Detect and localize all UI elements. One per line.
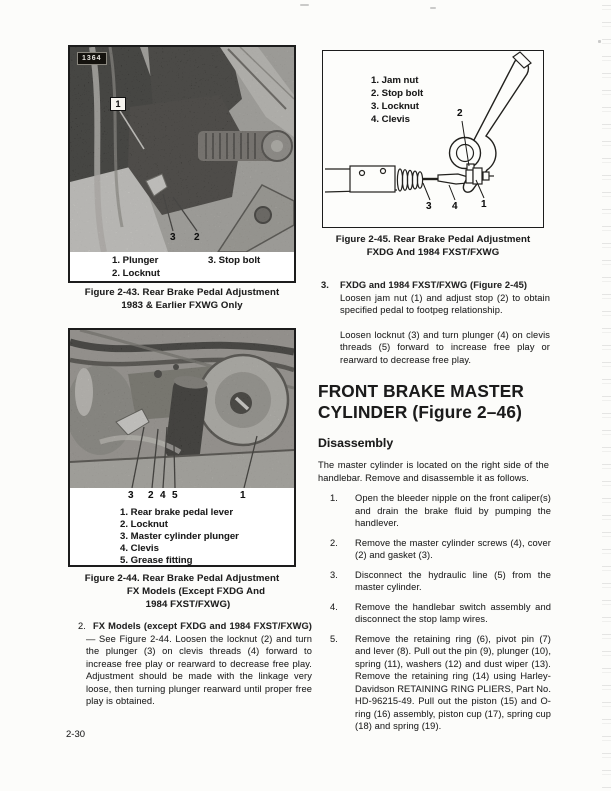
step-number: 1. bbox=[330, 493, 338, 503]
legend-item: 2. Locknut bbox=[120, 519, 168, 530]
step-5 bbox=[330, 633, 551, 733]
step-text: Disconnect the hydraulic line (5) from the master cylinder. bbox=[355, 569, 551, 592]
fig245-callout-2-label: 2 bbox=[457, 108, 463, 119]
scan-speck bbox=[598, 40, 601, 43]
figure-2-45 bbox=[322, 50, 544, 228]
figure-2-44-artwork bbox=[70, 330, 294, 488]
caption-line: 1984 FXST/FXWG) bbox=[145, 599, 231, 610]
figure-2-45-caption bbox=[318, 233, 548, 259]
fig244-callout-2-label: 2 bbox=[148, 490, 154, 501]
list-item-paragraph: Loosen locknut (3) and turn plunger (4) on clevis threads (5) forward to increase free play or rearward to decrease free play. bbox=[340, 329, 550, 365]
step-text: Open the bleeder nipple on the front caliper(s) and drain the brake fluid by pumping the handlever. bbox=[355, 493, 551, 528]
list-item-3-fxdg bbox=[321, 279, 550, 366]
list-item-text bbox=[340, 279, 550, 366]
page-number: 2-30 bbox=[66, 729, 86, 740]
legend-item: 1. Plunger bbox=[112, 255, 159, 266]
caption-line: Figure 2-45. Rear Brake Pedal Adjustment bbox=[335, 234, 531, 245]
step-4 bbox=[330, 601, 551, 626]
fig243-callout-3-label: 3 bbox=[170, 232, 176, 243]
figure-2-44 bbox=[68, 328, 296, 567]
step-number: 2. bbox=[330, 537, 338, 548]
legend-item: 1. Jam nut bbox=[371, 75, 419, 86]
fig245-callout-1-label: 1 bbox=[481, 199, 487, 210]
figure-2-44-caption bbox=[64, 572, 300, 611]
photo-number-tag: 1364 bbox=[77, 52, 107, 65]
scan-speck bbox=[430, 7, 436, 9]
section-intro: The master cylinder is located on the right side of the handlebar. Remove and disassemble it as follows. bbox=[318, 460, 549, 483]
list-item-number: 3. bbox=[321, 280, 329, 290]
step-text: Remove the master cylinder screws (4), cover (2) and gasket (3). bbox=[355, 537, 551, 560]
step-2 bbox=[330, 537, 551, 562]
list-item-2-fx-models bbox=[78, 620, 312, 708]
fig244-callout-5-label: 5 bbox=[172, 490, 178, 501]
caption-line: FX Models (Except FXDG And bbox=[126, 586, 266, 597]
figure-2-43-photo bbox=[70, 47, 294, 252]
fig245-callout-4-label: 4 bbox=[452, 201, 458, 212]
legend-item: 3. Stop bolt bbox=[208, 255, 261, 266]
caption-line: Figure 2-43. Rear Brake Pedal Adjustment bbox=[84, 287, 280, 298]
figure-2-43 bbox=[68, 45, 296, 283]
fig243-callout-1-box: 1 bbox=[110, 97, 126, 111]
caption-line: Figure 2-44. Rear Brake Pedal Adjustment bbox=[84, 573, 280, 584]
caption-line: FXDG And 1984 FXST/FXWG bbox=[366, 247, 500, 258]
legend-item: 2. Stop bolt bbox=[371, 88, 424, 99]
list-item-text bbox=[86, 620, 312, 708]
legend-item: 3. Master cylinder plunger bbox=[120, 531, 239, 542]
step-1 bbox=[330, 492, 551, 530]
figure-2-43-artwork bbox=[70, 47, 294, 252]
section-subheading: Disassembly bbox=[318, 436, 394, 450]
figure-2-43-caption bbox=[64, 286, 300, 312]
section-heading-line: FRONT BRAKE MASTER bbox=[318, 381, 525, 401]
step-number: 3. bbox=[330, 569, 338, 580]
step-text: Remove the retaining ring (6), pivot pin (7) and lever (8). Pull out the pin (9), plunger (10), spring (11), washers (12) and dust wiper (13). Remove the retaining ring (14) using Harley-Davidson RETAINING RING PLIERS, Part No. HD-96215-49. Pull out the piston (15) and O-ring (16) assembly, piston cup (17), spring cup (18) and spring (19). bbox=[355, 633, 552, 731]
list-item-number: 2. bbox=[78, 621, 86, 631]
step-number: 5. bbox=[330, 633, 338, 644]
disassembly-steps bbox=[330, 492, 551, 740]
scan-speck bbox=[300, 4, 309, 6]
fig245-callout-3-label: 3 bbox=[426, 201, 432, 212]
list-item-title: FXDG and 1984 FXST/FXWG (Figure 2-45) bbox=[340, 280, 528, 290]
step-text: Remove the handlebar switch assembly and disconnect the stop lamp wires. bbox=[355, 601, 551, 624]
caption-line: 1983 & Earlier FXWG Only bbox=[121, 300, 243, 311]
legend-item: 4. Clevis bbox=[120, 543, 159, 554]
list-item-paragraph: Loosen jam nut (1) and adjust stop (2) to obtain specified pedal to footpeg relationship. bbox=[340, 292, 550, 315]
legend-item: 4. Clevis bbox=[371, 114, 410, 125]
step-3 bbox=[330, 569, 551, 594]
fig244-callout-3-label: 3 bbox=[128, 490, 134, 501]
figure-2-45-artwork bbox=[323, 51, 542, 226]
scan-edge-noise bbox=[602, 0, 611, 791]
section-heading-line: CYLINDER (Figure 2–46) bbox=[318, 402, 523, 422]
fig244-callout-1-label: 1 bbox=[240, 490, 246, 501]
legend-item: 2. Locknut bbox=[112, 268, 160, 279]
fig243-callout-2-label: 2 bbox=[194, 232, 200, 243]
legend-item: 3. Locknut bbox=[371, 101, 419, 112]
list-item-body: — See Figure 2-44. Loosen the locknut (2) and turn the plunger (3) on clevis threads (4) forward to increase free play or rearward to decrease free play. Adjustment should be made with the linkage very loose, then turning plunger rearward until proper free play is obtained. bbox=[86, 633, 312, 706]
step-number: 4. bbox=[330, 601, 338, 612]
list-item-title: FX Models (except FXDG and 1984 FXST/FXWG) bbox=[93, 621, 312, 631]
figure-2-44-photo bbox=[70, 330, 294, 488]
legend-item: 1. Rear brake pedal lever bbox=[120, 507, 234, 518]
section-heading bbox=[318, 381, 524, 423]
fig244-callout-4-label: 4 bbox=[160, 490, 166, 501]
legend-item: 5. Grease fitting bbox=[120, 555, 193, 566]
